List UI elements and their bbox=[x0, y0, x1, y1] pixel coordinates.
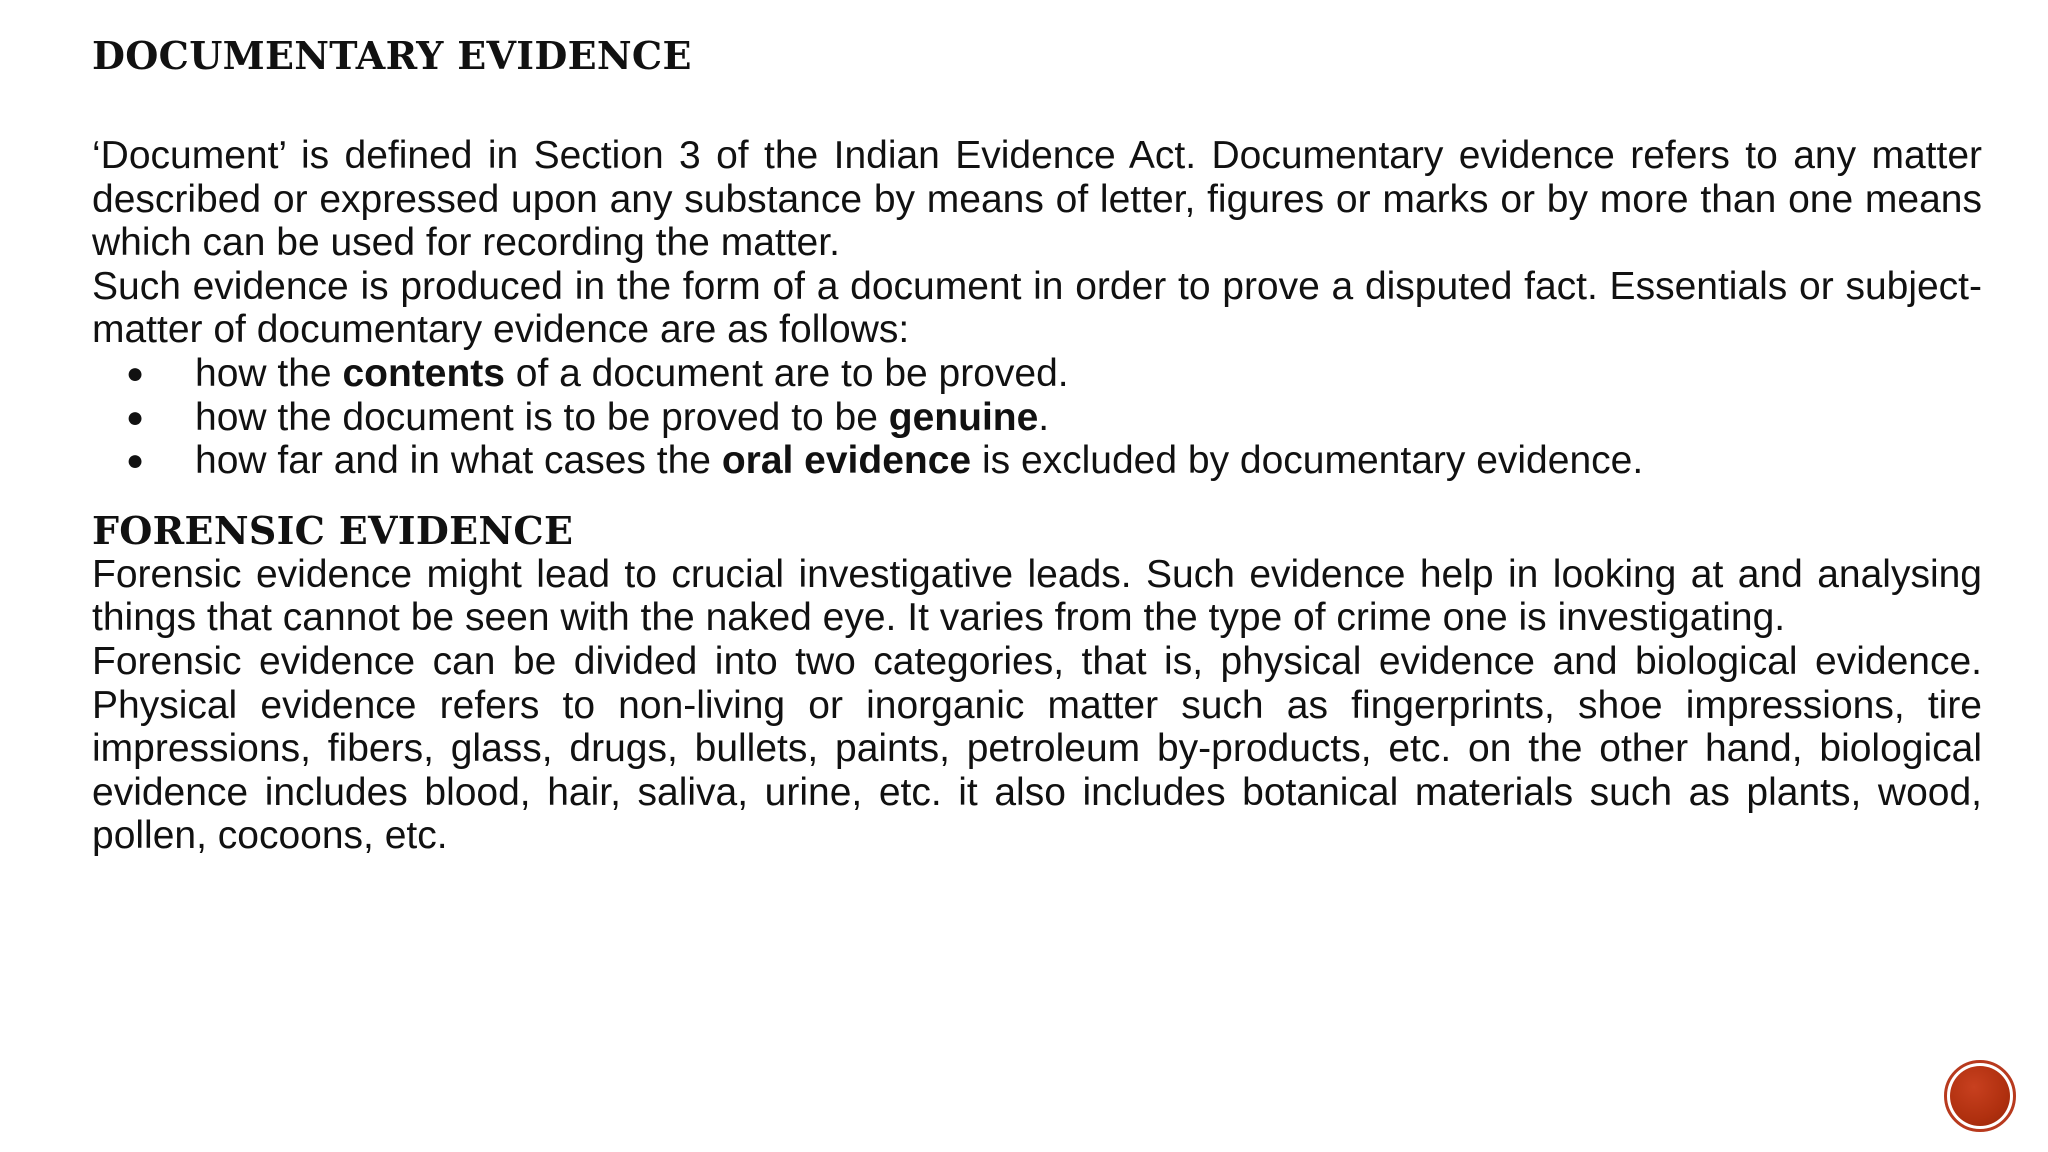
slide-nav-button[interactable] bbox=[1944, 1060, 2016, 1132]
list-item-text-before: how the document is to be proved to be bbox=[195, 395, 889, 439]
slide-content bbox=[92, 28, 1982, 858]
forensic-leads-paragraph: Forensic evidence might lead to crucial investigative leads. Such evidence help in looking at and analysing things that cannot be seen with the naked eye. It varies from the type of crime one is investigating. bbox=[92, 552, 1982, 640]
circle-button-icon bbox=[1950, 1066, 2010, 1126]
list-item-text-before: how the bbox=[195, 351, 343, 395]
forensic-evidence-heading: FORENSIC EVIDENCE bbox=[92, 507, 574, 553]
documentary-definition-paragraph: ‘Document’ is defined in Section 3 of the Indian Evidence Act. Documentary evidence refers to any matter described or expressed upon any substance by means of letter, figures or marks or by more than one means which can be used for recording the matter. bbox=[92, 134, 1982, 265]
list-item-bold-text: contents bbox=[342, 351, 505, 395]
list-item-text-before: how far and in what cases the bbox=[195, 439, 722, 483]
bullet-icon: ● bbox=[126, 444, 145, 478]
list-item-text-after: . bbox=[1038, 395, 1050, 439]
list-item bbox=[92, 352, 1982, 396]
list-item-bold-text: genuine bbox=[888, 395, 1039, 439]
list-item-bold-text: oral evidence bbox=[721, 439, 972, 483]
documentary-essentials-list bbox=[92, 352, 1982, 483]
documentary-essentials-paragraph: Such evidence is produced in the form of a document in order to prove a disputed fact. Essentials or subject-matter of documentary evidence are as follows: bbox=[92, 264, 1982, 352]
bullet-icon: ● bbox=[126, 400, 145, 434]
list-item-text-after: of a document are to be proved. bbox=[504, 351, 1069, 395]
bullet-icon: ● bbox=[126, 356, 145, 390]
forensic-categories-paragraph: Forensic evidence can be divided into two categories, that is, physical evidence and biological evidence. Physical evidence refers to non-living or inorganic matter such as fingerprints, shoe impressions, tire impressions, fibers, glass, drugs, bullets, paints, petroleum by-products, etc. on the other hand, biological evidence includes blood, hair, saliva, urine, etc. it also includes botanical materials such as plants, wood, pollen, cocoons, etc. bbox=[92, 639, 1982, 858]
list-item bbox=[92, 396, 1982, 440]
list-item-text-after: is excluded by documentary evidence. bbox=[971, 439, 1644, 483]
list-item bbox=[92, 439, 1982, 483]
documentary-evidence-heading: DOCUMENTARY EVIDENCE bbox=[92, 33, 692, 78]
